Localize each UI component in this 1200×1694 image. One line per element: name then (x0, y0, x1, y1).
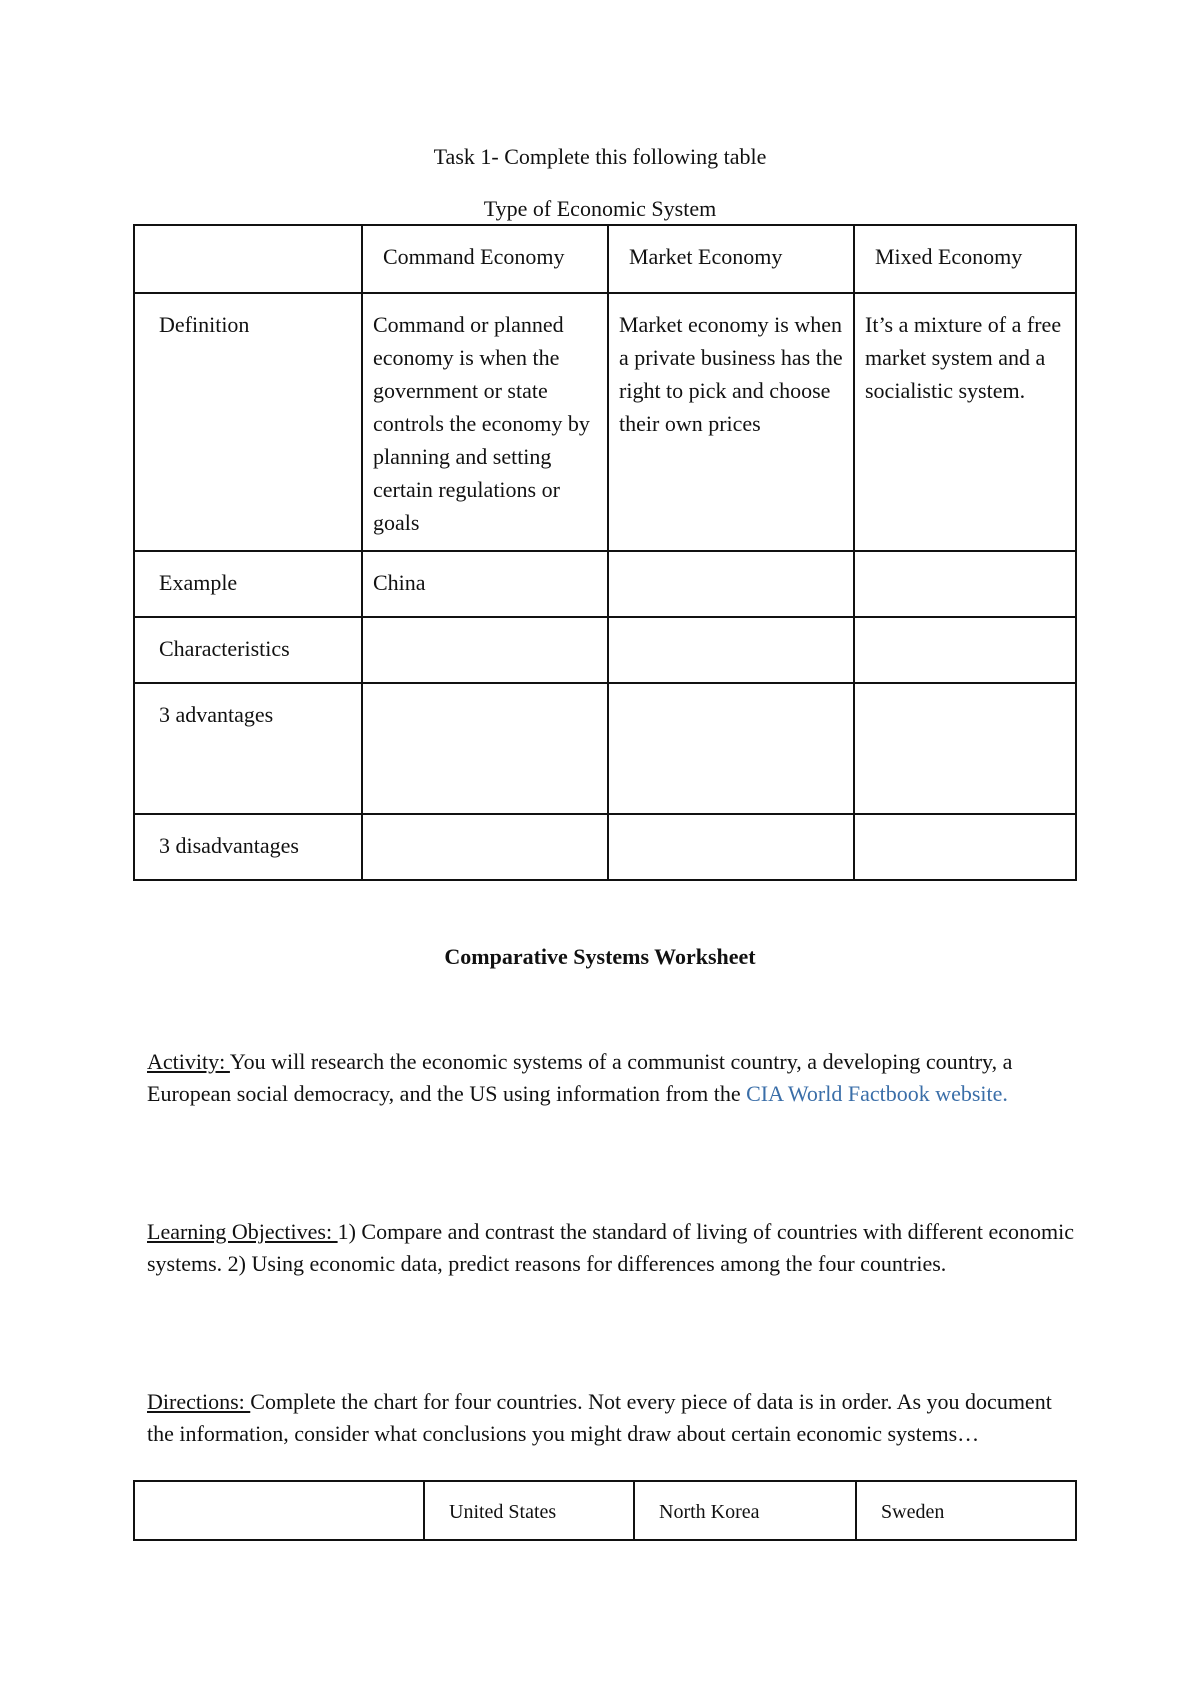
table-row (134, 617, 1076, 683)
task-title: Task 1- Complete this following table (433, 144, 767, 169)
row-label-characteristics: Characteristics (134, 617, 362, 683)
country-comparison-table (133, 1480, 1077, 1541)
cia-factbook-link[interactable]: CIA World Factbook website. (746, 1081, 1008, 1106)
definition-command: Command or planned economy is when the government or state controls the economy by planning and setting certain regulations or goals (362, 293, 608, 551)
example-mixed (854, 551, 1076, 617)
table-row (134, 293, 1076, 551)
row-label-example: Example (134, 551, 362, 617)
header-market-economy: Market Economy (608, 225, 854, 293)
directions-text: Complete the chart for four countries. Not every piece of data is in order. As you document the information, consider what conclusions you might draw about certain economic systems… (147, 1389, 1052, 1446)
advantages-command (362, 683, 608, 814)
header-command-economy: Command Economy (362, 225, 608, 293)
characteristics-mixed (854, 617, 1076, 683)
header-north-korea: North Korea (634, 1481, 856, 1540)
advantages-market (608, 683, 854, 814)
directions-paragraph (147, 1386, 1077, 1450)
header-mixed-economy: Mixed Economy (854, 225, 1076, 293)
economic-system-table (133, 224, 1077, 881)
row-label-advantages: 3 advantages (134, 683, 362, 814)
table-caption: Type of Economic System (483, 196, 717, 221)
directions-label: Directions: (147, 1389, 251, 1414)
activity-paragraph (147, 1046, 1077, 1110)
disadvantages-command (362, 814, 608, 880)
objectives-text: 1) Compare and contrast the standard of living of countries with different economic systems. 2) Using economic data, predict reasons for differences among the four countries. (147, 1219, 1074, 1276)
table-row (134, 551, 1076, 617)
definition-mixed: It’s a mixture of a free market system and a socialistic system. (854, 293, 1076, 551)
worksheet-title: Comparative Systems Worksheet (444, 944, 756, 969)
activity-text: You will research the economic systems of a communist country, a developing country, a European social democracy, and the US using information from the (147, 1049, 1013, 1106)
table-row (134, 814, 1076, 880)
example-market (608, 551, 854, 617)
table-row (134, 683, 1076, 814)
table-header-row (134, 225, 1076, 293)
header-cell-empty (134, 225, 362, 293)
characteristics-market (608, 617, 854, 683)
characteristics-command (362, 617, 608, 683)
advantages-mixed (854, 683, 1076, 814)
row-label-disadvantages: 3 disadvantages (134, 814, 362, 880)
objectives-paragraph (147, 1216, 1077, 1280)
definition-market: Market economy is when a private business has the right to pick and choose their own prices (608, 293, 854, 551)
objectives-label: Learning Objectives: (147, 1219, 338, 1244)
activity-label: Activity: (147, 1049, 230, 1074)
header-sweden: Sweden (856, 1481, 1076, 1540)
header-united-states: United States (424, 1481, 634, 1540)
disadvantages-market (608, 814, 854, 880)
table-header-row (134, 1481, 1076, 1540)
disadvantages-mixed (854, 814, 1076, 880)
row-label-definition: Definition (134, 293, 362, 551)
header-cell-empty (134, 1481, 424, 1540)
example-command: China (362, 551, 608, 617)
